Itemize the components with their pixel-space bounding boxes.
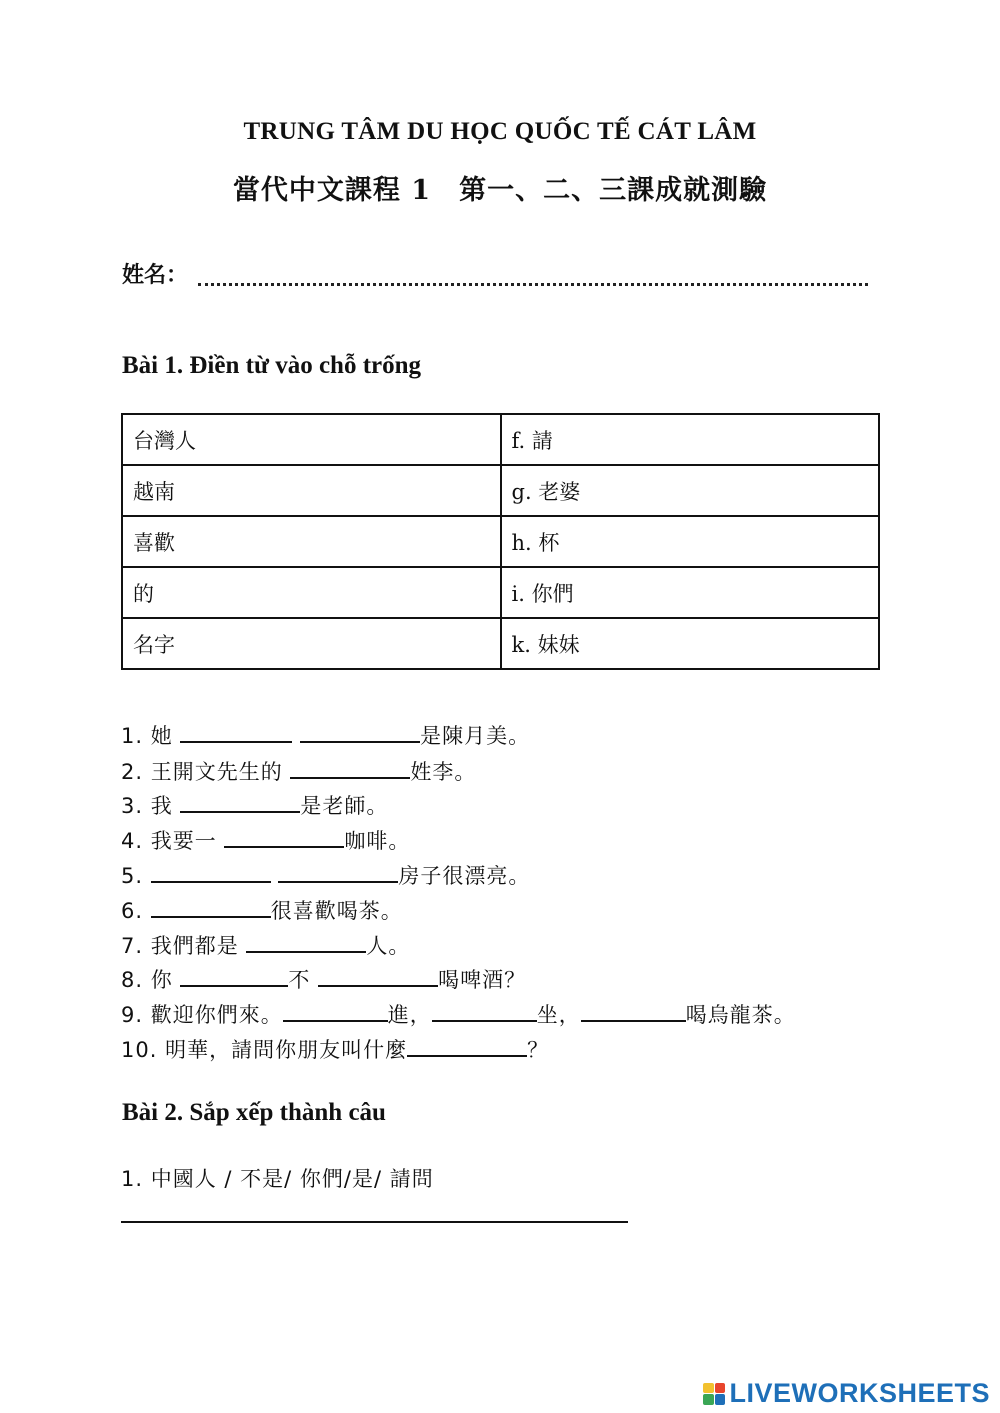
reorder-question-1: 1. 中國人 / 不是/ 你們/是/ 請問 [121, 1167, 434, 1191]
question-1: 1. 她 是陳月美。 [121, 720, 530, 750]
section-1-heading: Bài 1. Điền từ vào chỗ trống [122, 352, 422, 379]
name-label: 姓名： [122, 262, 189, 288]
answer-blank[interactable] [290, 757, 410, 779]
word-cell: i. 你們 [501, 567, 880, 618]
word-cell: 台灣人 [122, 414, 501, 465]
name-field[interactable] [122, 258, 868, 289]
table-row [122, 516, 879, 567]
question-3: 3. 我 是老師。 [121, 790, 388, 820]
answer-blank[interactable] [432, 1000, 537, 1022]
name-dotted-line[interactable] [198, 269, 868, 286]
test-title: 當代中文課程 1 第一、二、三課成就測驗 [232, 175, 768, 206]
word-cell: 越南 [122, 465, 501, 516]
table-row [122, 567, 879, 618]
institution-title: TRUNG TÂM DU HỌC QUỐC TẾ CÁT LÂM [243, 118, 757, 145]
word-bank-table [121, 413, 880, 670]
question-7: 7. 我們都是 人。 [121, 930, 410, 960]
answer-blank[interactable] [283, 1000, 388, 1022]
liveworksheets-logo [703, 1378, 990, 1409]
answer-blank[interactable] [151, 896, 271, 918]
question-5: 5. 房子很漂亮。 [121, 860, 530, 890]
table-row [122, 465, 879, 516]
table-row [122, 618, 879, 669]
question-9: 9. 歡迎你們來。 進， 坐， 喝烏龍茶。 [121, 999, 796, 1029]
question-10: 10. 明華，請問你朋友叫什麼 ？ [121, 1034, 549, 1064]
logo-square [703, 1394, 714, 1405]
question-6: 6. 很喜歡喝茶。 [121, 895, 403, 925]
answer-blank[interactable] [180, 965, 288, 987]
table-row [122, 414, 879, 465]
answer-blank[interactable] [278, 861, 398, 883]
section-2-heading: Bài 2. Sắp xếp thành câu [122, 1099, 386, 1126]
answer-blank[interactable] [180, 721, 292, 743]
word-cell: h. 杯 [501, 516, 880, 567]
answer-blank[interactable] [300, 721, 420, 743]
word-cell: 名字 [122, 618, 501, 669]
word-cell: 喜歡 [122, 516, 501, 567]
answer-blank[interactable] [318, 965, 438, 987]
logo-text: LIVEWORKSHEETS [729, 1378, 990, 1408]
answer-blank[interactable] [224, 826, 344, 848]
answer-blank[interactable] [180, 791, 300, 813]
logo-icon [703, 1383, 725, 1405]
word-cell: f. 請 [501, 414, 880, 465]
word-cell: k. 妹妹 [501, 618, 880, 669]
logo-square [715, 1394, 726, 1405]
answer-blank[interactable] [581, 1000, 686, 1022]
logo-square [703, 1383, 714, 1394]
question-2: 2. 王開文先生的 姓李。 [121, 756, 476, 786]
question-4: 4. 我要一 咖啡。 [121, 825, 410, 855]
question-8: 8. 你 不 喝啤酒？ [121, 964, 526, 994]
answer-blank[interactable] [151, 861, 271, 883]
answer-blank[interactable] [407, 1035, 527, 1057]
word-cell: 的 [122, 567, 501, 618]
answer-line[interactable] [121, 1221, 628, 1223]
logo-square [715, 1383, 726, 1394]
answer-blank[interactable] [246, 931, 366, 953]
word-cell: g. 老婆 [501, 465, 880, 516]
